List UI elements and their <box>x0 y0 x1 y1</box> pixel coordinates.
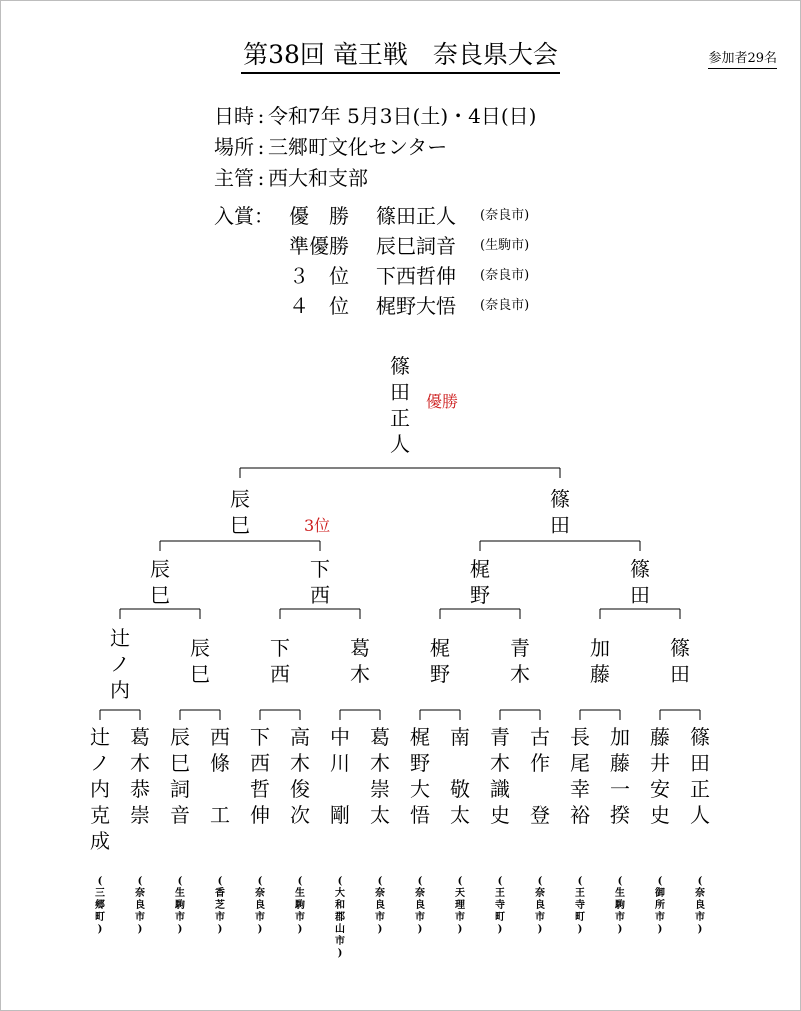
player-city-9: ( 奈 良 市 ) <box>415 876 425 935</box>
info-venue: 場所 : 三郷町文化センター <box>214 135 448 159</box>
champion-name: 篠 田 正 人 <box>390 354 410 456</box>
player-name-4: 西 條 工 <box>210 725 230 827</box>
player-city-6: ( 生 駒 市 ) <box>295 876 305 935</box>
player-name-12: 古 作 登 <box>530 725 550 827</box>
player-name-16: 篠 田 正 人 <box>690 725 710 827</box>
host-value: 西大和支部 <box>268 166 368 190</box>
participant-count: 参加者29名 <box>708 50 777 69</box>
player-city-12: ( 奈 良 市 ) <box>535 876 545 935</box>
player-city-11: ( 王 寺 町 ) <box>495 876 505 935</box>
date-label: 日時 <box>214 104 254 128</box>
player-name-8: 葛 木 崇 太 <box>370 725 390 827</box>
player-city-14: ( 生 駒 市 ) <box>615 876 625 935</box>
info-date: 日時 : 令和7年 5月3日(土)・4日(日) <box>214 104 537 128</box>
player-name-15: 藤 井 安 史 <box>650 725 670 827</box>
semifinalist-name-1: 辰 巳 <box>150 557 170 607</box>
player-name-3: 辰 巳 詞 音 <box>170 725 190 827</box>
player-city-16: ( 奈 良 市 ) <box>695 876 705 935</box>
quarterfinalist-name-6: 青 木 <box>510 636 530 686</box>
award-name-4: 梶野大悟 <box>376 294 456 318</box>
quarterfinalist-name-8: 篠 田 <box>670 636 690 686</box>
venue-label: 場所 <box>214 135 254 159</box>
player-city-3: ( 生 駒 市 ) <box>175 876 185 935</box>
quarterfinalist-name-5: 梶 野 <box>430 636 450 686</box>
player-name-11: 青 木 識 史 <box>490 725 510 827</box>
player-city-13: ( 王 寺 町 ) <box>575 876 585 935</box>
player-name-14: 加 藤 一 揆 <box>610 725 630 827</box>
host-label: 主管 <box>214 166 254 190</box>
player-city-7: ( 大 和 郡 山 市 ) <box>335 876 345 959</box>
player-city-2: ( 奈 良 市 ) <box>135 876 145 935</box>
player-city-8: ( 奈 良 市 ) <box>375 876 385 935</box>
page-title: 第38回 竜王戦 奈良県大会 <box>0 38 801 74</box>
player-name-2: 葛 木 恭 崇 <box>130 725 150 827</box>
player-name-5: 下 西 哲 伸 <box>250 725 270 827</box>
venue-value: 三郷町文化センター <box>268 135 448 159</box>
player-name-6: 高 木 俊 次 <box>290 725 310 827</box>
champion-mark: 優勝 <box>426 392 459 411</box>
player-city-4: ( 香 芝 市 ) <box>215 876 225 935</box>
award-rank-1: 優 勝 <box>289 204 349 228</box>
finalist-name-1: 辰 巳 <box>230 487 250 537</box>
award-name-2: 辰巳詞音 <box>376 234 456 258</box>
awards-label: 入賞： <box>214 204 274 228</box>
award-name-3: 下西哲伸 <box>376 264 456 288</box>
award-name-1: 篠田正人 <box>376 204 456 228</box>
award-rank-3: ３ 位 <box>289 264 349 288</box>
player-name-10: 南 敬 太 <box>450 725 470 827</box>
quarterfinalist-name-2: 辰 巳 <box>190 636 210 686</box>
player-city-15: ( 御 所 市 ) <box>655 876 665 935</box>
quarterfinalist-name-1: 辻 ノ 内 <box>110 626 130 702</box>
award-city-1: (奈良市) <box>480 208 530 223</box>
quarterfinalist-name-4: 葛 木 <box>350 636 370 686</box>
player-name-7: 中 川 剛 <box>330 725 350 827</box>
info-host: 主管 : 西大和支部 <box>214 166 368 190</box>
award-city-4: (奈良市) <box>480 298 530 313</box>
player-name-9: 梶 野 大 悟 <box>410 725 430 827</box>
semifinalist-name-3: 梶 野 <box>470 557 490 607</box>
player-city-1: ( 三 郷 町 ) <box>95 876 105 935</box>
player-name-1: 辻 ノ 内 克 成 <box>90 725 110 853</box>
award-rank-2: 準優勝 <box>289 234 349 258</box>
finalist-name-2: 篠 田 <box>550 487 570 537</box>
date-value: 令和7年 5月3日(土)・4日(日) <box>268 104 537 128</box>
award-rank-4: ４ 位 <box>289 294 349 318</box>
award-city-2: (生駒市) <box>480 238 530 253</box>
third-place-mark: 3位 <box>304 516 331 535</box>
semifinalist-name-4: 篠 田 <box>630 557 650 607</box>
quarterfinalist-name-7: 加 藤 <box>590 636 610 686</box>
award-city-3: (奈良市) <box>480 268 530 283</box>
player-name-13: 長 尾 幸 裕 <box>570 725 590 827</box>
player-city-10: ( 天 理 市 ) <box>455 876 465 935</box>
player-city-5: ( 奈 良 市 ) <box>255 876 265 935</box>
semifinalist-name-2: 下 西 <box>310 557 330 607</box>
quarterfinalist-name-3: 下 西 <box>270 636 290 686</box>
